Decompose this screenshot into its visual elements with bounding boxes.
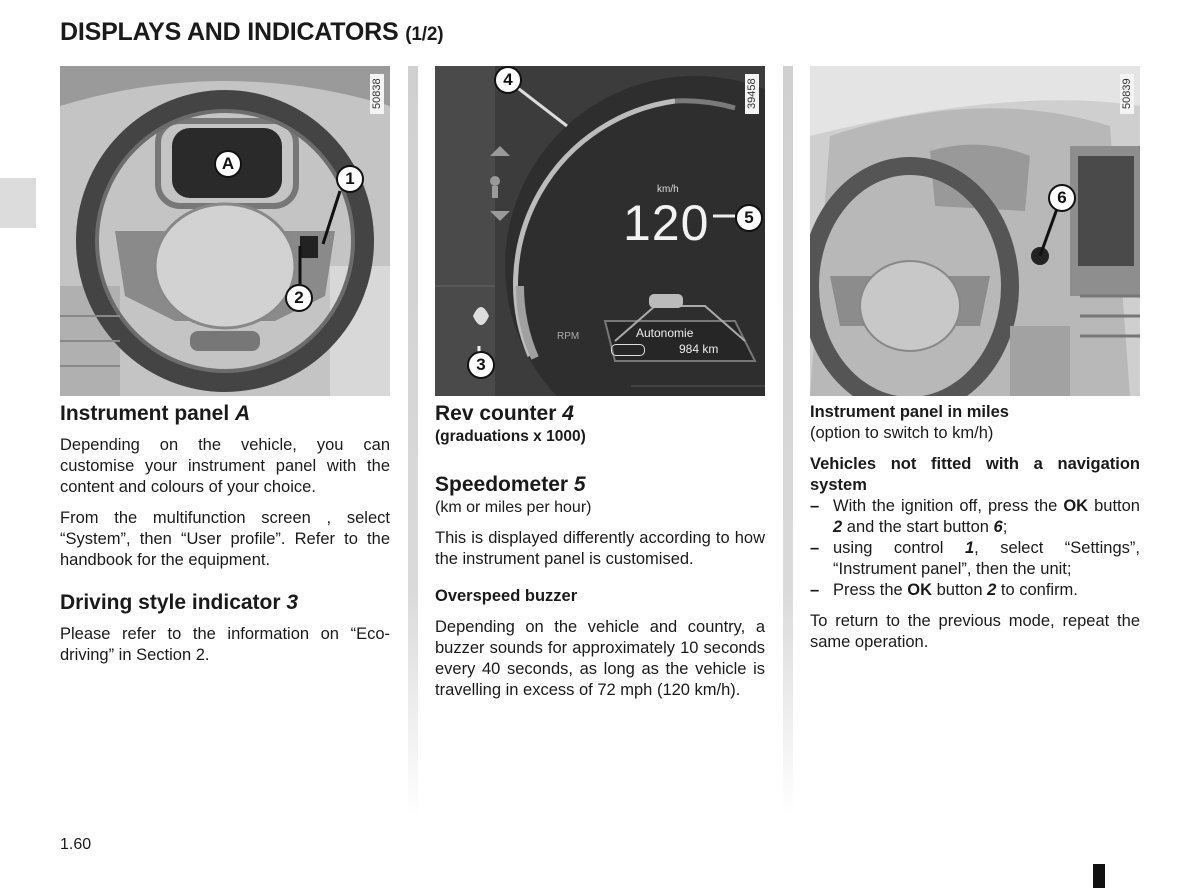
range-title: Autonomie: [636, 326, 694, 340]
column-1: [60, 402, 390, 676]
column-divider-1: [408, 66, 418, 816]
speed-unit-label: km/h: [657, 184, 679, 195]
cockpit-figure: [810, 66, 1140, 396]
paragraph: This is displayed differently according to how the instrument panel is customised.: [435, 529, 765, 568]
section-tab-marker: [0, 178, 36, 228]
instrument-panel-heading: Instrument panel A: [60, 402, 251, 425]
list-item: – using control 1, select “Settings”, “Instrument panel”, then the unit;: [810, 539, 1140, 578]
step-list: [810, 496, 1140, 601]
rev-counter-subheading: (graduations x 1000): [435, 428, 586, 445]
callout-3: 3: [467, 351, 495, 379]
callout-5: 5: [735, 204, 763, 232]
steering-wheel-figure: [60, 66, 390, 396]
callout-1: 1: [336, 165, 364, 193]
paragraph: To return to the previous mode, repeat the same operation.: [810, 612, 1140, 651]
list-item: – Press the OK button 2 to confirm.: [810, 581, 1078, 599]
figure-code-label: 50839: [1120, 74, 1134, 114]
figure-code-label: 50838: [370, 74, 384, 114]
list-item: – With the ignition off, press the OK button 2 and the start button 6;: [810, 497, 1140, 536]
page-title-text: DISPLAYS AND INDICATORS: [60, 18, 399, 46]
callout-a: A: [214, 150, 242, 178]
callout-6: 6: [1048, 184, 1076, 212]
no-navigation-heading: Vehicles not fitted with a navigation system: [810, 455, 1140, 494]
page-title-suffix: (1/2): [405, 24, 444, 45]
miles-subheading: (option to switch to km/h): [810, 424, 994, 442]
paragraph: Depending on the vehicle and country, a buzzer sounds for approximately 10 seconds every 40 seconds, as long as the vehicle is travelling in excess of 72 mph (120 km/h).: [435, 618, 765, 699]
speedometer-heading: Speedometer 5: [435, 473, 586, 496]
column-3: [810, 402, 1140, 663]
paragraph: Please refer to the information on “Eco-driving” in Section 2.: [60, 625, 390, 664]
overspeed-buzzer-heading: Overspeed buzzer: [435, 587, 578, 605]
column-divider-2: [783, 66, 793, 816]
miles-heading: Instrument panel in miles: [810, 403, 1009, 421]
instrument-panel-figure: [435, 66, 765, 396]
page-number: 1.60: [60, 836, 92, 853]
rpm-label: RPM: [557, 331, 580, 342]
rev-counter-heading: Rev counter 4: [435, 402, 574, 425]
paragraph: From the multifunction screen , select “System”, then “User profile”. Refer to the handbook for the equipment.: [60, 509, 390, 569]
digital-speed-readout: 120: [623, 195, 710, 251]
driving-style-heading: Driving style indicator 3: [60, 591, 299, 614]
range-value: 984 km: [679, 342, 719, 356]
callout-2: 2: [285, 284, 313, 312]
page-title: [60, 18, 443, 47]
callout-4: 4: [494, 66, 522, 94]
steering-wheel-illustration: [60, 66, 390, 396]
cockpit-illustration: [810, 66, 1140, 396]
paragraph: Depending on the vehicle, you can customise your instrument panel with the content and colours of your choice.: [60, 436, 390, 496]
speedometer-subheading: (km or miles per hour): [435, 499, 592, 516]
car-range-icon: [611, 344, 645, 356]
corner-mark: [1093, 864, 1105, 888]
column-2: [435, 402, 765, 711]
figure-code-label: 39458: [745, 74, 759, 114]
